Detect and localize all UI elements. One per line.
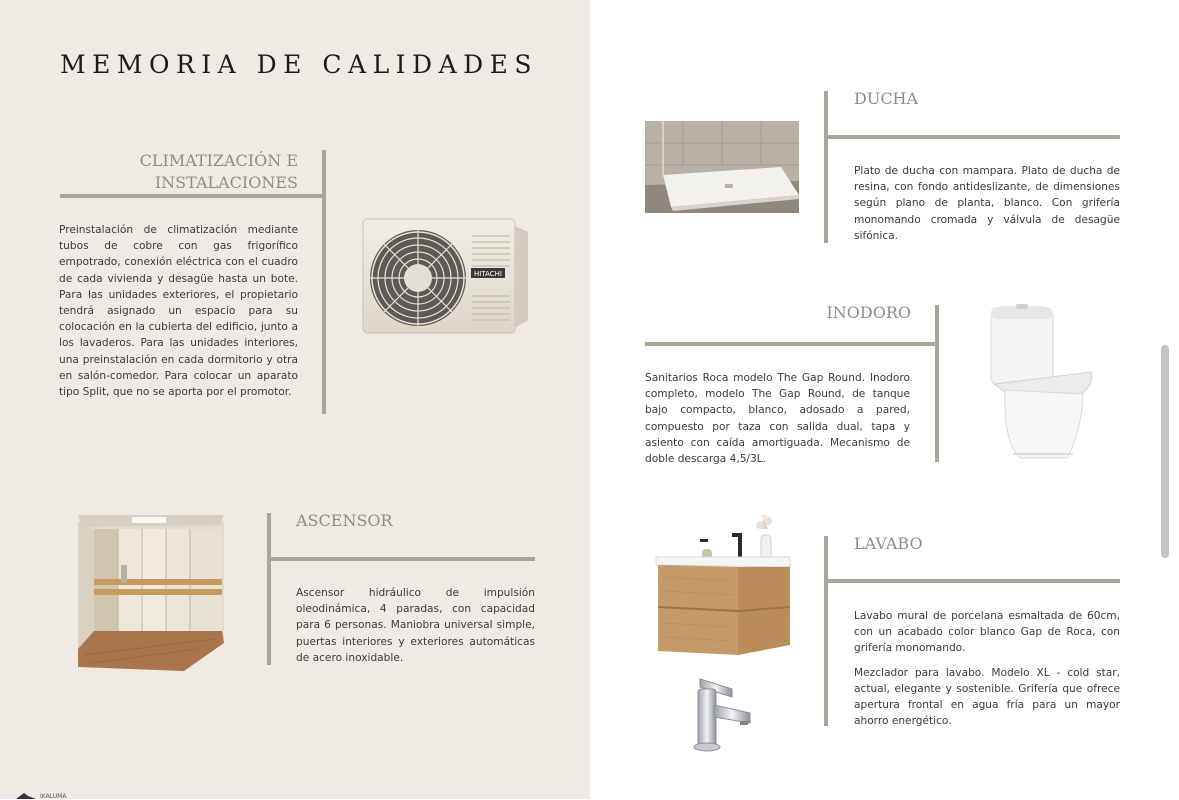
- ducha-rule: [824, 91, 828, 243]
- lavabo-text: [854, 608, 1120, 737]
- inodoro-rule: [935, 305, 939, 462]
- washbasin-image: [652, 515, 794, 659]
- ascensor-divider: [269, 557, 535, 561]
- climatizacion-heading: [100, 150, 298, 194]
- shower-image: [645, 121, 799, 213]
- ducha-text: Plato de ducha con mampara. Plato de ducha de resina, con fondo antideslizante, de dimensiones según plano de planta, blanco. Con grifería monomando cromada y válvula de desagüe sifónica.: [854, 165, 1120, 242]
- ascensor-text: Ascensor hidráulico de impulsión oleodinámica, 4 paradas, con capacidad para 6 personas. Maniobra universal simple, puertas interiores y exteriores automáticas de acero inoxidable.: [296, 587, 535, 664]
- footer-logo-text: IKALUMA: [40, 793, 67, 800]
- ducha-divider: [826, 135, 1120, 139]
- ascensor-rule: [267, 513, 271, 665]
- faucet-image: [688, 675, 756, 753]
- inodoro-heading: INODORO: [826, 303, 911, 322]
- lavabo-text-paragraph-1: Lavabo mural de porcelana esmaltada de 60cm, con un acabado color blanco Gap de Roca, con grifería monomando.: [854, 610, 1120, 655]
- page-title: MEMORIA DE CALIDADES: [60, 50, 539, 79]
- climatizacion-text: Preinstalación de climatización mediante tubos de cobre con gas frigorífico empotrado, conexión eléctrica con el cuadro de cada vivienda y desagüe hasta un bote. Para las unidades exteriores, el propietario tendrá asignado un espacio para su colocación en la cubierta del edificio, junto a los lavaderos. Para las unidades interiores, una preinstalación en cada dormitorio y otra en salón-comedor. Para colocar un aparato tipo Split, que no se aporta por el promotor.: [59, 224, 298, 399]
- lavabo-divider: [826, 579, 1120, 583]
- toilet-image: [983, 304, 1097, 462]
- inodoro-divider: [645, 342, 939, 346]
- ducha-heading: DUCHA: [854, 89, 919, 108]
- lavabo-rule: [824, 536, 828, 726]
- climatizacion-rule: [322, 150, 326, 414]
- elevator-image: [74, 515, 228, 671]
- hitachi-brand-label: HITACHI: [474, 270, 502, 278]
- lavabo-text-paragraph-2: Mezclador para lavabo. Modelo XL - cold star, actual, elegante y sostenible. Grifería que ofrece apertura frontal en agua fría para un mayor ahorro energético.: [854, 666, 1120, 728]
- climatizacion-heading-line2: INSTALACIONES: [154, 173, 298, 192]
- climatizacion-heading-line1: CLIMATIZACIÓN E: [139, 151, 298, 170]
- inodoro-text: Sanitarios Roca modelo The Gap Round. Inodoro completo, modelo The Gap Round, de tanque bajo compacto, blanco, adosado a pared, compuesto por taza con salida dual, tapa y asiento con caída amortiguada. Mecanismo de doble descarga 4,5/3L.: [645, 372, 910, 466]
- ascensor-heading: ASCENSOR: [296, 511, 393, 530]
- lavabo-heading: LAVABO: [854, 534, 923, 553]
- air-conditioner-image: [360, 216, 532, 338]
- vertical-scrollbar[interactable]: [1161, 345, 1169, 558]
- climatizacion-divider: [60, 194, 326, 198]
- footer-logo-icon: [16, 791, 36, 799]
